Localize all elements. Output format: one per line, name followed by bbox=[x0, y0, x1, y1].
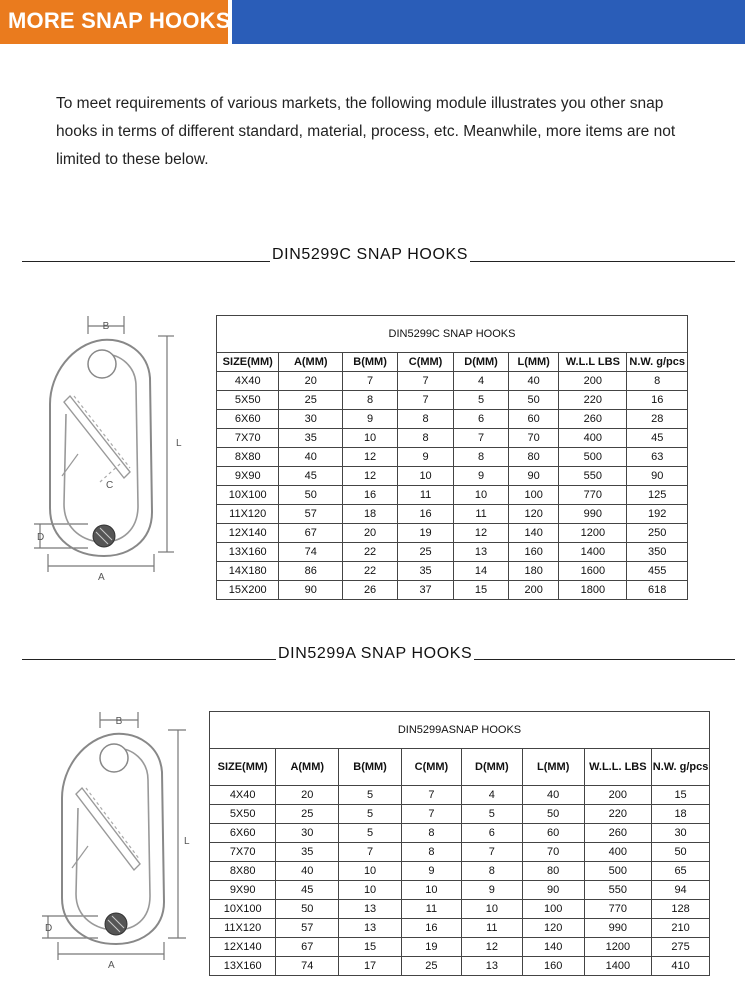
table-cell: 11 bbox=[398, 486, 454, 505]
table-cell: 63 bbox=[627, 448, 688, 467]
table-cell: 10 bbox=[454, 486, 509, 505]
table-cell: 74 bbox=[276, 957, 339, 976]
table-cell: 20 bbox=[343, 524, 398, 543]
table-cell: 1200 bbox=[584, 938, 652, 957]
table-cell: 7 bbox=[461, 843, 522, 862]
table-cell: 192 bbox=[627, 505, 688, 524]
table-row bbox=[210, 881, 710, 900]
table-cell: 5 bbox=[339, 824, 402, 843]
table-cell: 550 bbox=[559, 467, 627, 486]
table-cell: 22 bbox=[343, 562, 398, 581]
table-cell: 13 bbox=[454, 543, 509, 562]
table-cell: 8 bbox=[398, 410, 454, 429]
table-cell: 15X200 bbox=[217, 581, 279, 600]
table-row bbox=[217, 448, 688, 467]
table-cell: 4 bbox=[454, 372, 509, 391]
table-cell: 12X140 bbox=[217, 524, 279, 543]
diagram-label-a: A bbox=[108, 960, 115, 971]
table-cell: 7 bbox=[401, 786, 461, 805]
table-row bbox=[217, 467, 688, 486]
table-cell: 12 bbox=[461, 938, 522, 957]
table-cell: 16 bbox=[627, 391, 688, 410]
diagram-label-d: D bbox=[37, 532, 45, 543]
column-header: L(MM) bbox=[509, 353, 559, 372]
table-cell: 9X90 bbox=[210, 881, 276, 900]
table-cell: 9 bbox=[343, 410, 398, 429]
table-cell: 60 bbox=[522, 824, 584, 843]
table-cell: 7 bbox=[343, 372, 398, 391]
table-cell: 770 bbox=[584, 900, 652, 919]
table-cell: 455 bbox=[627, 562, 688, 581]
table-cell: 30 bbox=[652, 824, 710, 843]
table-cell: 8X80 bbox=[217, 448, 279, 467]
table-cell: 250 bbox=[627, 524, 688, 543]
table-row bbox=[217, 486, 688, 505]
table-cell: 8 bbox=[398, 429, 454, 448]
column-header: C(MM) bbox=[398, 353, 454, 372]
table-cell: 9X90 bbox=[217, 467, 279, 486]
snap-hook-diagram-din5299a bbox=[28, 698, 208, 983]
table-cell: 16 bbox=[398, 505, 454, 524]
table-cell: 200 bbox=[509, 581, 559, 600]
table-cell: 40 bbox=[276, 862, 339, 881]
table-cell: 100 bbox=[522, 900, 584, 919]
table-cell: 990 bbox=[584, 919, 652, 938]
table-row bbox=[210, 862, 710, 881]
table-cell: 50 bbox=[276, 900, 339, 919]
table-row bbox=[217, 429, 688, 448]
header-bar bbox=[0, 0, 745, 44]
table-cell: 17 bbox=[339, 957, 402, 976]
table-cell: 22 bbox=[343, 543, 398, 562]
column-header: D(MM) bbox=[454, 353, 509, 372]
table-cell: 1600 bbox=[559, 562, 627, 581]
page-title: MORE SNAP HOOKS bbox=[8, 8, 231, 33]
table-cell: 90 bbox=[522, 881, 584, 900]
table-cell: 16 bbox=[343, 486, 398, 505]
table-cell: 6X60 bbox=[217, 410, 279, 429]
table-row bbox=[217, 372, 688, 391]
table-cell: 45 bbox=[627, 429, 688, 448]
spec-table-din5299a bbox=[209, 711, 710, 976]
table-cell: 14X180 bbox=[217, 562, 279, 581]
table-cell: 16 bbox=[401, 919, 461, 938]
table-cell: 45 bbox=[276, 881, 339, 900]
table-cell: 4 bbox=[461, 786, 522, 805]
table-cell: 10X100 bbox=[210, 900, 276, 919]
table-cell: 350 bbox=[627, 543, 688, 562]
table-cell: 90 bbox=[509, 467, 559, 486]
table-cell: 13 bbox=[461, 957, 522, 976]
table-cell: 94 bbox=[652, 881, 710, 900]
table-cell: 74 bbox=[279, 543, 343, 562]
table-cell: 120 bbox=[509, 505, 559, 524]
column-header: N.W. g/pcs bbox=[627, 353, 688, 372]
table-cell: 8 bbox=[401, 824, 461, 843]
table-cell: 410 bbox=[652, 957, 710, 976]
table-cell: 20 bbox=[276, 786, 339, 805]
section-title-din5299c: DIN5299C SNAP HOOKS bbox=[272, 246, 469, 263]
table-cell: 220 bbox=[584, 805, 652, 824]
table-row bbox=[217, 581, 688, 600]
table-row bbox=[210, 805, 710, 824]
table-cell: 140 bbox=[522, 938, 584, 957]
table-cell: 11 bbox=[401, 900, 461, 919]
table-cell: 12X140 bbox=[210, 938, 276, 957]
table-cell: 4X40 bbox=[217, 372, 279, 391]
table-cell: 67 bbox=[276, 938, 339, 957]
table-cell: 30 bbox=[279, 410, 343, 429]
table-cell: 7 bbox=[398, 372, 454, 391]
table-cell: 35 bbox=[398, 562, 454, 581]
table-cell: 67 bbox=[279, 524, 343, 543]
column-header: A(MM) bbox=[276, 749, 339, 786]
diagram-label-c: C bbox=[106, 480, 114, 491]
table-cell: 7 bbox=[454, 429, 509, 448]
table-cell: 11 bbox=[461, 919, 522, 938]
table-cell: 12 bbox=[454, 524, 509, 543]
table-cell: 260 bbox=[559, 410, 627, 429]
diagram-label-d: D bbox=[45, 923, 53, 934]
table-cell: 500 bbox=[559, 448, 627, 467]
table-row bbox=[210, 938, 710, 957]
table-cell: 10 bbox=[398, 467, 454, 486]
table-cell: 8 bbox=[454, 448, 509, 467]
table-cell: 618 bbox=[627, 581, 688, 600]
table-cell: 25 bbox=[401, 957, 461, 976]
table-cell: 18 bbox=[343, 505, 398, 524]
table-cell: 990 bbox=[559, 505, 627, 524]
table-cell: 20 bbox=[279, 372, 343, 391]
table-row bbox=[210, 957, 710, 976]
table-cell: 12 bbox=[343, 448, 398, 467]
column-header: W.L.L. LBS bbox=[584, 749, 652, 786]
table-caption: DIN5299ASNAP HOOKS bbox=[210, 712, 710, 749]
table-cell: 19 bbox=[401, 938, 461, 957]
table-cell: 7 bbox=[339, 843, 402, 862]
table-cell: 7X70 bbox=[210, 843, 276, 862]
table-cell: 40 bbox=[522, 786, 584, 805]
table-cell: 125 bbox=[627, 486, 688, 505]
table-cell: 770 bbox=[559, 486, 627, 505]
column-header: B(MM) bbox=[343, 353, 398, 372]
table-row bbox=[217, 505, 688, 524]
table-cell: 5X50 bbox=[217, 391, 279, 410]
table-row bbox=[217, 562, 688, 581]
column-header: SIZE(MM) bbox=[210, 749, 276, 786]
table-cell: 90 bbox=[627, 467, 688, 486]
table-cell: 7 bbox=[398, 391, 454, 410]
header-blue-band bbox=[232, 0, 745, 44]
table-cell: 13 bbox=[339, 900, 402, 919]
table-row bbox=[217, 391, 688, 410]
table-cell: 6 bbox=[454, 410, 509, 429]
table-row bbox=[210, 900, 710, 919]
spec-table-din5299c bbox=[216, 315, 688, 600]
table-cell: 160 bbox=[509, 543, 559, 562]
table-row bbox=[210, 843, 710, 862]
column-header: L(MM) bbox=[522, 749, 584, 786]
table-cell: 5X50 bbox=[210, 805, 276, 824]
column-header: A(MM) bbox=[279, 353, 343, 372]
table-cell: 260 bbox=[584, 824, 652, 843]
table-cell: 400 bbox=[584, 843, 652, 862]
table-cell: 14 bbox=[454, 562, 509, 581]
table-cell: 8 bbox=[343, 391, 398, 410]
table-cell: 4X40 bbox=[210, 786, 276, 805]
table-cell: 140 bbox=[509, 524, 559, 543]
table-cell: 19 bbox=[398, 524, 454, 543]
table-cell: 50 bbox=[279, 486, 343, 505]
column-header: W.L.L LBS bbox=[559, 353, 627, 372]
table-cell: 9 bbox=[454, 467, 509, 486]
table-cell: 1400 bbox=[559, 543, 627, 562]
table-cell: 6 bbox=[461, 824, 522, 843]
table-cell: 10 bbox=[339, 862, 402, 881]
table-cell: 9 bbox=[398, 448, 454, 467]
table-caption: DIN5299C SNAP HOOKS bbox=[217, 316, 688, 353]
table-row bbox=[210, 824, 710, 843]
table-cell: 13X160 bbox=[210, 957, 276, 976]
table-cell: 1800 bbox=[559, 581, 627, 600]
table-cell: 15 bbox=[454, 581, 509, 600]
column-header: B(MM) bbox=[339, 749, 402, 786]
table-cell: 7X70 bbox=[217, 429, 279, 448]
table-cell: 100 bbox=[509, 486, 559, 505]
table-cell: 15 bbox=[652, 786, 710, 805]
table-cell: 70 bbox=[509, 429, 559, 448]
table-cell: 15 bbox=[339, 938, 402, 957]
table-cell: 210 bbox=[652, 919, 710, 938]
table-cell: 13X160 bbox=[217, 543, 279, 562]
table-cell: 120 bbox=[522, 919, 584, 938]
table-cell: 8X80 bbox=[210, 862, 276, 881]
table-cell: 35 bbox=[276, 843, 339, 862]
table-cell: 35 bbox=[279, 429, 343, 448]
table-cell: 550 bbox=[584, 881, 652, 900]
table-row bbox=[217, 543, 688, 562]
table-cell: 80 bbox=[522, 862, 584, 881]
table-cell: 5 bbox=[339, 805, 402, 824]
table-cell: 128 bbox=[652, 900, 710, 919]
table-cell: 60 bbox=[509, 410, 559, 429]
table-cell: 80 bbox=[509, 448, 559, 467]
table-cell: 7 bbox=[401, 805, 461, 824]
diagram-label-l: L bbox=[176, 438, 182, 449]
table-cell: 57 bbox=[276, 919, 339, 938]
table-cell: 28 bbox=[627, 410, 688, 429]
column-header: C(MM) bbox=[401, 749, 461, 786]
diagram-label-b: B bbox=[115, 716, 123, 727]
diagram-label-l: L bbox=[184, 836, 190, 847]
table-cell: 37 bbox=[398, 581, 454, 600]
table-cell: 90 bbox=[279, 581, 343, 600]
table-cell: 25 bbox=[276, 805, 339, 824]
table-row bbox=[217, 410, 688, 429]
table-cell: 11 bbox=[454, 505, 509, 524]
section-title-din5299a: DIN5299A SNAP HOOKS bbox=[278, 645, 473, 662]
table-cell: 8 bbox=[461, 862, 522, 881]
column-header: SIZE(MM) bbox=[217, 353, 279, 372]
table-cell: 18 bbox=[652, 805, 710, 824]
table-cell: 500 bbox=[584, 862, 652, 881]
table-cell: 50 bbox=[522, 805, 584, 824]
table-cell: 1400 bbox=[584, 957, 652, 976]
table-cell: 6X60 bbox=[210, 824, 276, 843]
table-cell: 11X120 bbox=[217, 505, 279, 524]
table-cell: 40 bbox=[279, 448, 343, 467]
table-cell: 45 bbox=[279, 467, 343, 486]
table-cell: 10X100 bbox=[217, 486, 279, 505]
table-cell: 8 bbox=[627, 372, 688, 391]
table-cell: 10 bbox=[343, 429, 398, 448]
table-cell: 50 bbox=[652, 843, 710, 862]
table-cell: 57 bbox=[279, 505, 343, 524]
table-cell: 200 bbox=[559, 372, 627, 391]
table-row bbox=[217, 524, 688, 543]
table-cell: 220 bbox=[559, 391, 627, 410]
table-cell: 400 bbox=[559, 429, 627, 448]
snap-hook-diagram-din5299c bbox=[10, 304, 210, 594]
table-cell: 10 bbox=[461, 900, 522, 919]
table-cell: 25 bbox=[398, 543, 454, 562]
table-cell: 160 bbox=[522, 957, 584, 976]
table-cell: 1200 bbox=[559, 524, 627, 543]
table-cell: 10 bbox=[401, 881, 461, 900]
table-cell: 5 bbox=[461, 805, 522, 824]
table-cell: 11X120 bbox=[210, 919, 276, 938]
table-cell: 25 bbox=[279, 391, 343, 410]
table-cell: 65 bbox=[652, 862, 710, 881]
table-cell: 30 bbox=[276, 824, 339, 843]
table-cell: 70 bbox=[522, 843, 584, 862]
diagram-label-a: A bbox=[98, 572, 105, 583]
column-header: N.W. g/pcs bbox=[652, 749, 710, 786]
table-cell: 86 bbox=[279, 562, 343, 581]
table-row bbox=[210, 786, 710, 805]
table-cell: 10 bbox=[339, 881, 402, 900]
table-cell: 26 bbox=[343, 581, 398, 600]
column-header: D(MM) bbox=[461, 749, 522, 786]
table-cell: 180 bbox=[509, 562, 559, 581]
table-cell: 50 bbox=[509, 391, 559, 410]
table-cell: 5 bbox=[454, 391, 509, 410]
diagram-label-b: B bbox=[102, 321, 110, 332]
table-cell: 275 bbox=[652, 938, 710, 957]
table-cell: 5 bbox=[339, 786, 402, 805]
table-cell: 200 bbox=[584, 786, 652, 805]
table-cell: 40 bbox=[509, 372, 559, 391]
table-cell: 9 bbox=[461, 881, 522, 900]
table-cell: 13 bbox=[339, 919, 402, 938]
intro-paragraph: To meet requirements of various markets, the following module illustrates you other snap hooks in terms of different standard, material, process, etc. Meanwhile, more items are not limited to these below. bbox=[56, 95, 676, 168]
table-row bbox=[210, 919, 710, 938]
table-cell: 12 bbox=[343, 467, 398, 486]
table-cell: 8 bbox=[401, 843, 461, 862]
table-cell: 9 bbox=[401, 862, 461, 881]
